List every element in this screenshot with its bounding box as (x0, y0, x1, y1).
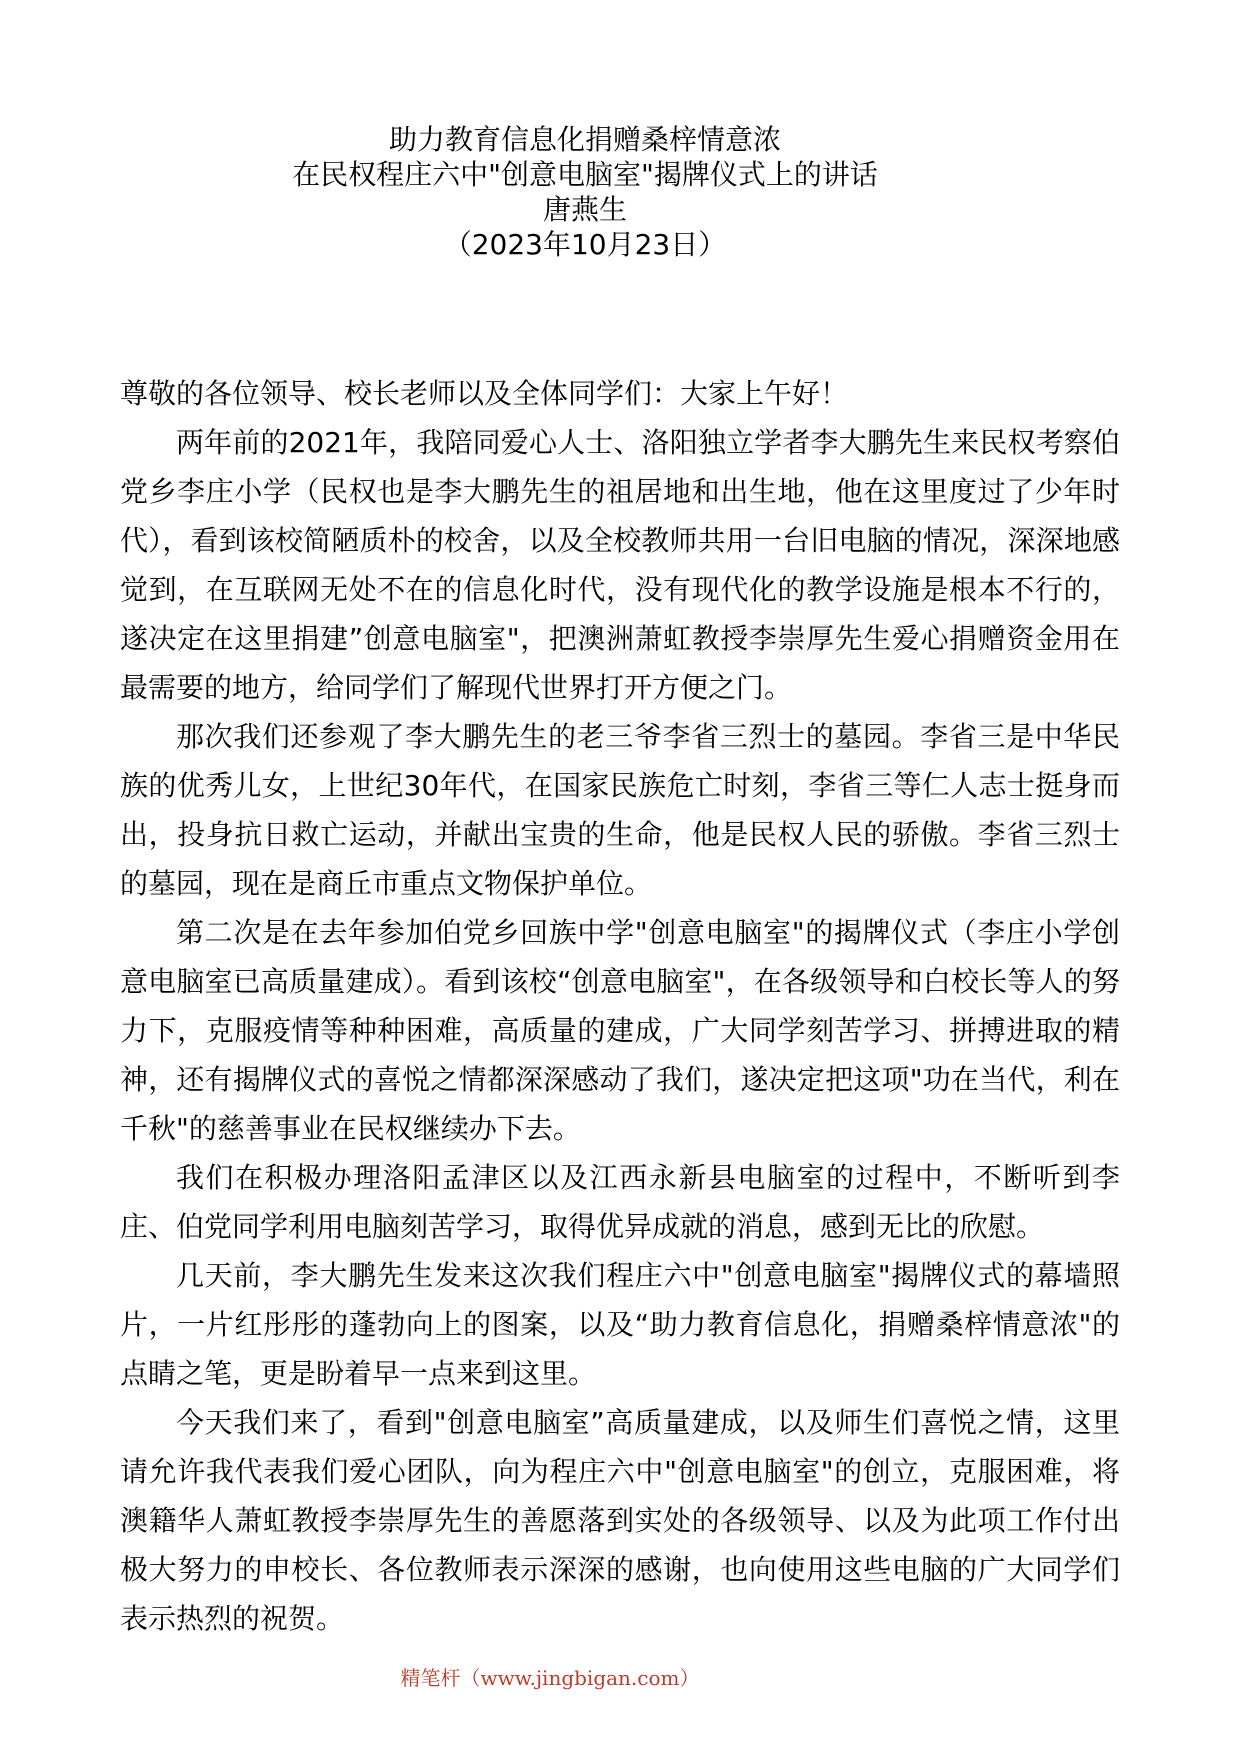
body-paragraph: 两年前的2021年，我陪同爱心人士、洛阳独立学者李大鹏先生来民权考察伯党乡李庄小学（民权也是李大鹏先生的祖居地和出生地，他在这里度过了少年时代），看到该校简陋质朴的校舍，以及全校教师共用一台旧电脑的情况，深深地感觉到，在互联网无处不在的信息化时代，没有现代化的教学设施是根本不行的，遂决定在这里捐建”创意电脑室"，把澳洲萧虹教授李崇厚先生爱心捐赠资金用在最需要的地方，给同学们了解现代世界打开方便之门。 (120, 426, 1120, 704)
watermark-footer: 精笔杆（www.jingbigan.com） (400, 1666, 700, 1690)
body-paragraph: 第二次是在去年参加伯党乡回族中学"创意电脑室"的揭牌仪式（李庄小学创意电脑室已高质量建成）。看到该校“创意电脑室"，在各级领导和白校长等人的努力下，克服疫情等种种困难，高质量的建成，广大同学刻苦学习、拼搏进取的精神，还有揭牌仪式的喜悦之情都深深感动了我们，遂决定把这项"功在当代，利在千秋"的慈善事业在民权继续办下去。 (120, 916, 1120, 1145)
document-header (0, 122, 1240, 262)
document-title: 助力教育信息化捐赠桑梓情意浓 (388, 123, 781, 156)
body-paragraph: 那次我们还参观了李大鹏先生的老三爷李省三烈士的墓园。李省三是中华民族的优秀儿女，上世纪30年代，在国家民族危亡时刻，李省三等仁人志士挺身而出，投身抗日救亡运动，并献出宝贵的生命，他是民权人民的骄傲。李省三烈士的墓园，现在是商丘市重点文物保护单位。 (120, 720, 1120, 900)
document-subtitle: 在民权程庄六中"创意电脑室"揭牌仪式上的讲话 (292, 158, 878, 191)
greeting-paragraph: 尊敬的各位领导、校长老师以及全体同学们：大家上午好！ (120, 377, 849, 410)
document-author: 唐燕生 (542, 193, 627, 226)
document-date: （2023年10月23日） (443, 228, 727, 261)
body-paragraph: 今天我们来了，看到"创意电脑室”高质量建成，以及师生们喜悦之情，这里请允许我代表我们爱心团队，向为程庄六中"创意电脑室"的创立，克服困难，将澳籍华人萧虹教授李崇厚先生的善愿落到实处的各级领导、以及为此项工作付出极大努力的申校长、各位教师表示深深的感谢，也向使用这些电脑的广大同学们表示热烈的祝贺。 (120, 1406, 1120, 1635)
document-body (120, 369, 1120, 1643)
body-paragraph: 我们在积极办理洛阳孟津区以及江西永新县电脑室的过程中，不断听到李庄、伯党同学利用电脑刻苦学习，取得优异成就的消息，感到无比的欣慰。 (120, 1161, 1120, 1243)
body-paragraph: 几天前，李大鹏先生发来这次我们程庄六中"创意电脑室"揭牌仪式的幕墙照片，一片红彤彤的蓬勃向上的图案，以及“助力教育信息化，捐赠桑梓情意浓"的点睛之笔，更是盼着早一点来到这里。 (120, 1259, 1120, 1390)
